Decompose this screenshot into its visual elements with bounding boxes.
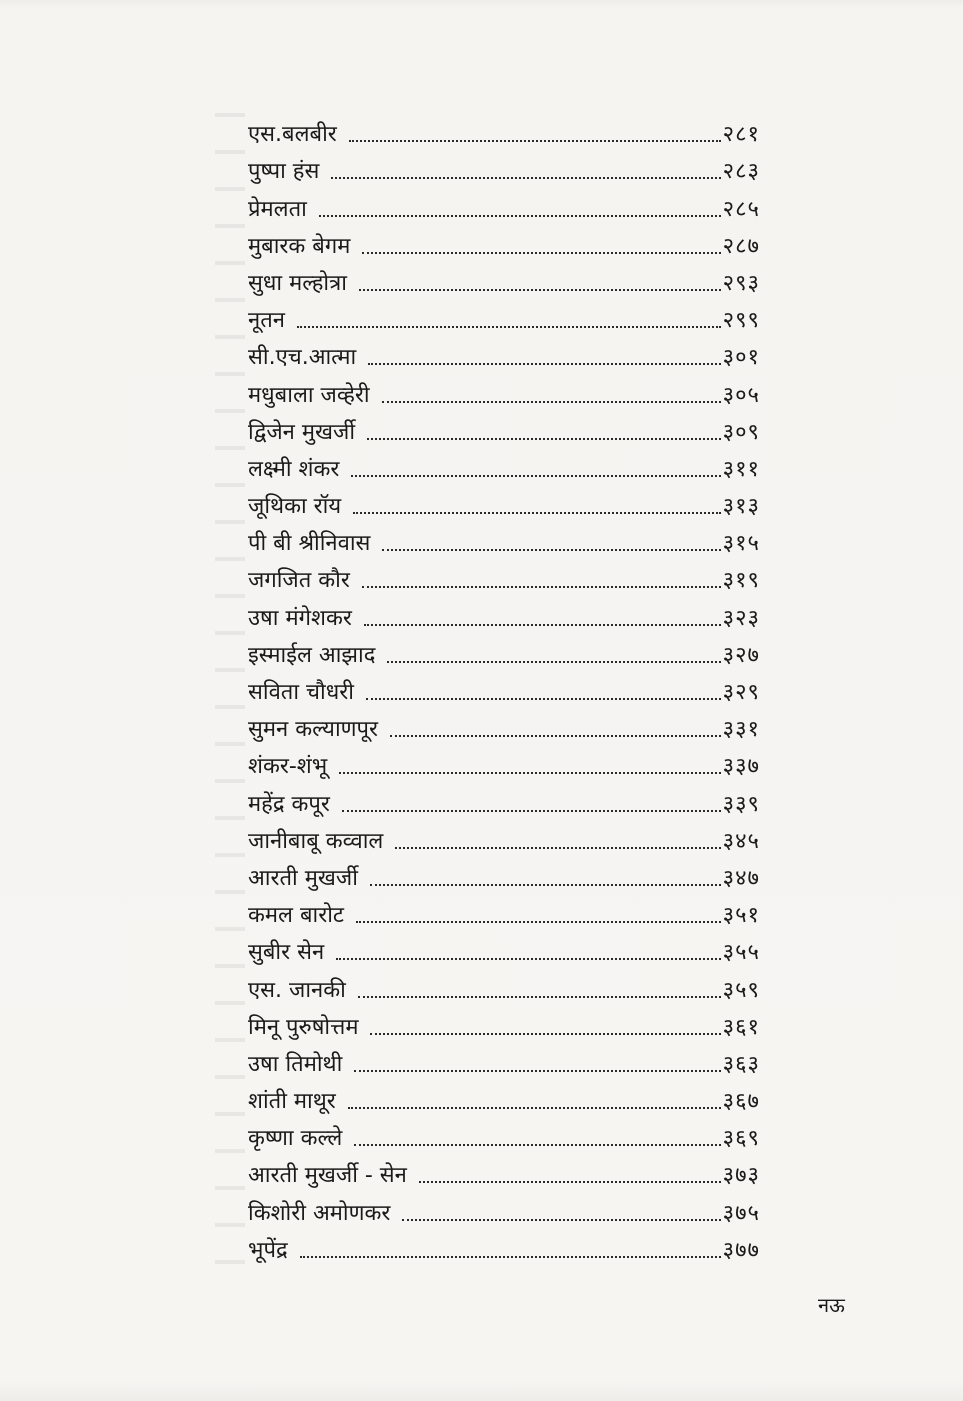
toc-entry-page-number: ३५१ (722, 903, 760, 929)
dot-leader (362, 586, 721, 588)
toc-entry (248, 559, 760, 596)
toc-entry (248, 187, 760, 224)
toc-entry-title: शंकर-शंभू (248, 754, 328, 780)
toc-entry-page-number: ३४७ (722, 865, 760, 891)
toc-entry-title: कमल बारोट (248, 903, 345, 929)
toc-entry-title: मिनू पुरुषोत्तम (248, 1014, 359, 1040)
toc-entry-title: एस.बलबीर (248, 122, 337, 148)
toc-entry (248, 857, 760, 894)
toc-entry (248, 782, 760, 819)
dot-leader (319, 215, 721, 217)
dot-leader (336, 958, 720, 960)
toc-entry (248, 931, 760, 968)
toc-entry-page-number: ३२३ (722, 605, 760, 631)
toc-entry-title: द्विजेन मुखर्जी (248, 419, 356, 445)
dot-leader (349, 140, 721, 142)
dot-leader (356, 921, 721, 923)
toc-entry-page-number: ३१३ (722, 494, 760, 520)
dot-leader (366, 698, 721, 700)
dot-leader (368, 363, 720, 365)
dot-leader (358, 996, 721, 998)
toc-entry-page-number: २९९ (722, 308, 760, 334)
dot-leader (300, 1256, 721, 1258)
toc-entry-title: आरती मुखर्जी - सेन (248, 1163, 407, 1189)
dot-leader (364, 624, 721, 626)
toc-entry-title: कृष्णा कल्ले (248, 1126, 343, 1152)
toc-entry-page-number: ३३९ (722, 791, 760, 817)
toc-entry (248, 1154, 760, 1191)
dot-leader (354, 1070, 720, 1072)
dot-leader (342, 810, 721, 812)
toc-entry (248, 225, 760, 262)
bleed-through-shadow (215, 113, 245, 1273)
toc-entry (248, 820, 760, 857)
toc-entry-title: उषा तिमोथी (248, 1051, 343, 1077)
toc-entry (248, 150, 760, 187)
toc-entry-title: पी बी श्रीनिवास (248, 531, 371, 557)
toc-entry (248, 1117, 760, 1154)
dot-leader (390, 735, 721, 737)
toc-entry (248, 1191, 760, 1228)
toc-entry-page-number: ३०१ (722, 345, 760, 371)
toc-entry-page-number: ३५५ (722, 940, 760, 966)
toc-entry-page-number: ३२७ (722, 642, 760, 668)
toc-entry-page-number: ३४५ (722, 828, 760, 854)
toc-entry-title: पुष्पा हंस (248, 159, 320, 185)
toc-entry-page-number: ३१९ (722, 568, 760, 594)
toc-entry-title: आरती मुखर्जी (248, 865, 358, 891)
toc-entry-page-number: ३७३ (722, 1163, 760, 1189)
toc-entry-title: जगजित कौर (248, 568, 350, 594)
toc-entry-page-number: ३०५ (722, 382, 760, 408)
toc-entry-title: प्रेमलता (248, 196, 307, 222)
toc-entry-title: भूपेंद्र (248, 1237, 288, 1263)
toc-entry (248, 894, 760, 931)
dot-leader (382, 549, 720, 551)
toc-entry (248, 113, 760, 150)
dot-leader (331, 177, 720, 179)
table-of-contents (248, 113, 760, 1266)
toc-entry-page-number: ३३७ (722, 754, 760, 780)
toc-entry-title: जूथिका रॉय (248, 494, 342, 520)
toc-entry (248, 634, 760, 671)
dot-leader (351, 475, 720, 477)
toc-entry-title: किशोरी अमोणकर (248, 1200, 391, 1226)
toc-entry-page-number: ३६७ (722, 1089, 760, 1115)
toc-entry-page-number: २८३ (722, 159, 760, 185)
toc-entry-title: मुबारक बेगम (248, 233, 351, 259)
toc-entry-title: सविता चौधरी (248, 680, 354, 705)
dot-leader (367, 438, 721, 440)
toc-entry-page-number: २९३ (722, 270, 760, 296)
toc-entry (248, 596, 760, 633)
dot-leader (354, 1144, 720, 1146)
toc-entry (248, 336, 760, 373)
dot-leader (353, 512, 721, 514)
toc-entry (248, 262, 760, 299)
toc-entry (248, 411, 760, 448)
dot-leader (348, 1107, 721, 1109)
toc-entry-title: एस. जानकी (248, 977, 346, 1003)
toc-entry-title: इस्माईल आझाद (248, 642, 376, 668)
toc-entry (248, 745, 760, 782)
toc-entry (248, 522, 760, 559)
dot-leader (339, 772, 720, 774)
toc-entry (248, 1229, 760, 1266)
toc-entry-title: सुमन कल्याणपूर (248, 717, 379, 743)
toc-entry (248, 485, 760, 522)
toc-entry-title: जानीबाबू कव्वाल (248, 828, 384, 854)
toc-entry-title: लक्ष्मी शंकर (248, 456, 340, 482)
toc-entry (248, 1080, 760, 1117)
toc-entry-title: महेंद्र कपूर (248, 791, 330, 817)
dot-leader (387, 661, 720, 663)
toc-entry (248, 1006, 760, 1043)
toc-entry-title: नूतन (248, 308, 285, 334)
toc-entry-page-number: ३६१ (722, 1014, 760, 1040)
page-number: नऊ (818, 1293, 845, 1317)
dot-leader (419, 1181, 721, 1183)
toc-entry-page-number: ३६९ (722, 1126, 760, 1152)
toc-entry-page-number: २८५ (722, 196, 760, 222)
toc-entry-page-number: ३१५ (722, 531, 760, 557)
toc-entry (248, 708, 760, 745)
dot-leader (395, 847, 720, 849)
toc-entry-title: उषा मंगेशकर (248, 605, 352, 631)
dot-leader (362, 252, 720, 254)
dot-leader (370, 1033, 720, 1035)
dot-leader (370, 884, 721, 886)
toc-entry-page-number: २८१ (722, 122, 760, 148)
toc-entry-page-number: ३११ (722, 456, 760, 482)
toc-entry (248, 299, 760, 336)
toc-entry-page-number: ३७७ (722, 1237, 760, 1263)
toc-entry-title: सुबीर सेन (248, 940, 325, 966)
toc-entry-title: मधुबाला जव्हेरी (248, 382, 370, 408)
dot-leader (297, 326, 721, 328)
toc-entry-page-number: ३०९ (722, 419, 760, 445)
toc-entry-page-number: ३५९ (722, 977, 760, 1003)
toc-entry (248, 671, 760, 708)
dot-leader (359, 289, 721, 291)
toc-entry (248, 448, 760, 485)
toc-entry (248, 968, 760, 1005)
toc-entry-page-number: ३७५ (722, 1200, 760, 1226)
dot-leader (382, 401, 721, 403)
dot-leader (402, 1219, 720, 1221)
toc-entry-page-number: ३३१ (722, 717, 760, 743)
toc-entry-title: सुधा मल्होत्रा (248, 270, 347, 296)
toc-entry-page-number: ३२९ (722, 680, 760, 705)
toc-entry (248, 1043, 760, 1080)
toc-entry-title: सी.एच.आत्मा (248, 345, 357, 371)
toc-entry-page-number: २८७ (722, 233, 760, 259)
toc-entry (248, 373, 760, 410)
toc-entry-title: शांती माथूर (248, 1089, 336, 1115)
toc-entry-page-number: ३६३ (722, 1051, 760, 1077)
